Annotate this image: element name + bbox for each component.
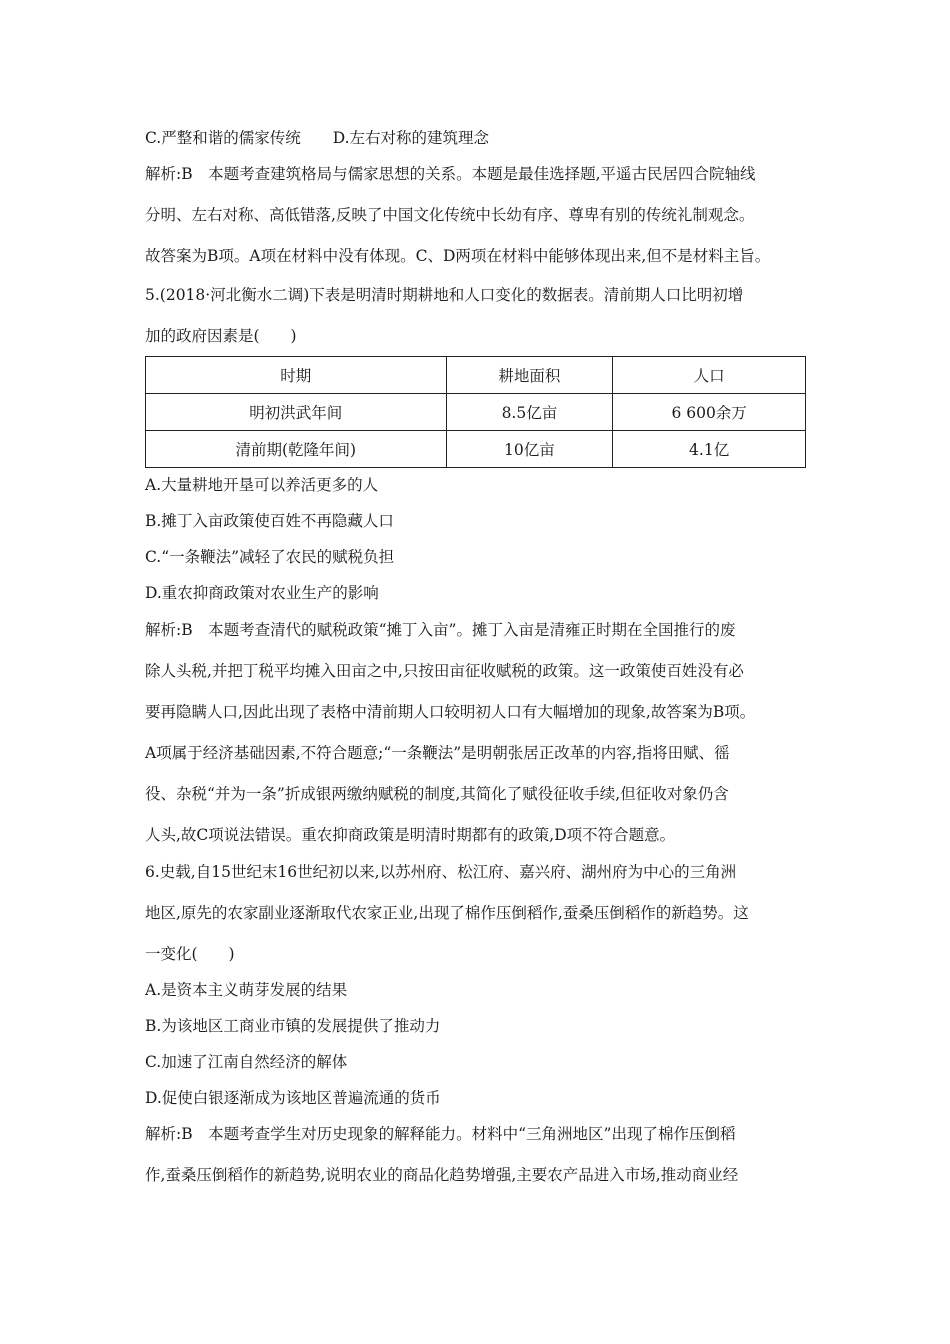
table-cell: 8.5亿亩: [446, 394, 613, 431]
q4-analysis-line-1: 解析:B 本题考查建筑格局与儒家思想的关系。本题是最佳选择题,平遥古民居四合院轴线: [145, 165, 756, 183]
q4-options-cd: [145, 128, 489, 148]
q6-stem-line-2: 地区,原先的农家副业逐渐取代农家正业,出现了棉作压倒稻作,蚕桑压倒稻作的新趋势。这: [145, 904, 749, 922]
q5-analysis-line-6: 人头,故C项说法错误。重农抑商政策是明清时期都有的政策,D项不符合题意。: [145, 826, 676, 844]
q5-option-c: C.“一条鞭法”减轻了农民的赋税负担: [145, 548, 395, 566]
table-header-farmland: 耕地面积: [446, 357, 613, 394]
q4-analysis-line-3: 故答案为B项。A项在材料中没有体现。C、D两项在材料中能够体现出来,但不是材料主旨。: [145, 247, 771, 265]
q5-analysis-line-3: 要再隐瞒人口,因此出现了表格中清前期人口较明初人口有大幅增加的现象,故答案为B项。: [145, 703, 756, 721]
q6-option-d: D.促使白银逐渐成为该地区普遍流通的货币: [145, 1089, 441, 1107]
table-header-period: 时期: [146, 357, 447, 394]
table-cell: 清前期(乾隆年间): [146, 431, 447, 468]
table-cell: 4.1亿: [613, 431, 806, 468]
q4-analysis-line-2: 分明、左右对称、高低错落,反映了中国文化传统中长幼有序、尊卑有别的传统礼制观念。: [145, 206, 755, 224]
q6-analysis-line-2: 作,蚕桑压倒稻作的新趋势,说明农业的商品化趋势增强,主要农产品进入市场,推动商业经: [145, 1166, 739, 1184]
table-cell: 10亿亩: [446, 431, 613, 468]
q4-option-c: C.严整和谐的儒家传统: [145, 129, 301, 147]
q6-stem-line-3: 一变化( ): [145, 945, 235, 963]
q5-option-d: D.重农抑商政策对农业生产的影响: [145, 584, 379, 602]
q5-stem-line-2: 加的政府因素是( ): [145, 327, 297, 345]
q6-option-b: B.为该地区工商业市镇的发展提供了推动力: [145, 1017, 441, 1035]
table-header-population: 人口: [613, 357, 806, 394]
q6-stem-line-1: 6.史载,自15世纪末16世纪初以来,以苏州府、松江府、嘉兴府、湖州府为中心的三角洲: [145, 863, 737, 881]
table-row: [146, 431, 806, 468]
table-cell: 明初洪武年间: [146, 394, 447, 431]
q5-data-table: [145, 356, 806, 468]
q5-option-a: A.大量耕地开垦可以养活更多的人: [145, 476, 379, 494]
table-header-row: [146, 357, 806, 394]
q6-option-c: C.加速了江南自然经济的解体: [145, 1053, 348, 1071]
table-row: [146, 394, 806, 431]
q5-analysis-line-2: 除人头税,并把丁税平均摊入田亩之中,只按田亩征收赋税的政策。这一政策使百姓没有必: [145, 662, 744, 680]
q5-analysis-line-1: 解析:B 本题考查清代的赋税政策“摊丁入亩”。摊丁入亩是清雍正时期在全国推行的废: [145, 621, 736, 639]
q5-analysis-line-4: A项属于经济基础因素,不符合题意;“一条鞭法”是明朝张居正改革的内容,指将田赋、徭: [145, 744, 730, 762]
q5-option-b: B.摊丁入亩政策使百姓不再隐藏人口: [145, 512, 394, 530]
q6-option-a: A.是资本主义萌芽发展的结果: [145, 981, 348, 999]
q5-analysis-line-5: 役、杂税“并为一条”折成银两缴纳赋税的制度,其简化了赋役征收手续,但征收对象仍含: [145, 785, 729, 803]
q4-option-d: D.左右对称的建筑理念: [332, 129, 490, 147]
q6-analysis-line-1: 解析:B 本题考查学生对历史现象的解释能力。材料中“三角洲地区”出现了棉作压倒稻: [145, 1125, 736, 1143]
q5-stem-line-1: 5.(2018·河北衡水二调)下表是明清时期耕地和人口变化的数据表。清前期人口比明初增: [145, 286, 744, 304]
table-cell: 6 600余万: [613, 394, 806, 431]
